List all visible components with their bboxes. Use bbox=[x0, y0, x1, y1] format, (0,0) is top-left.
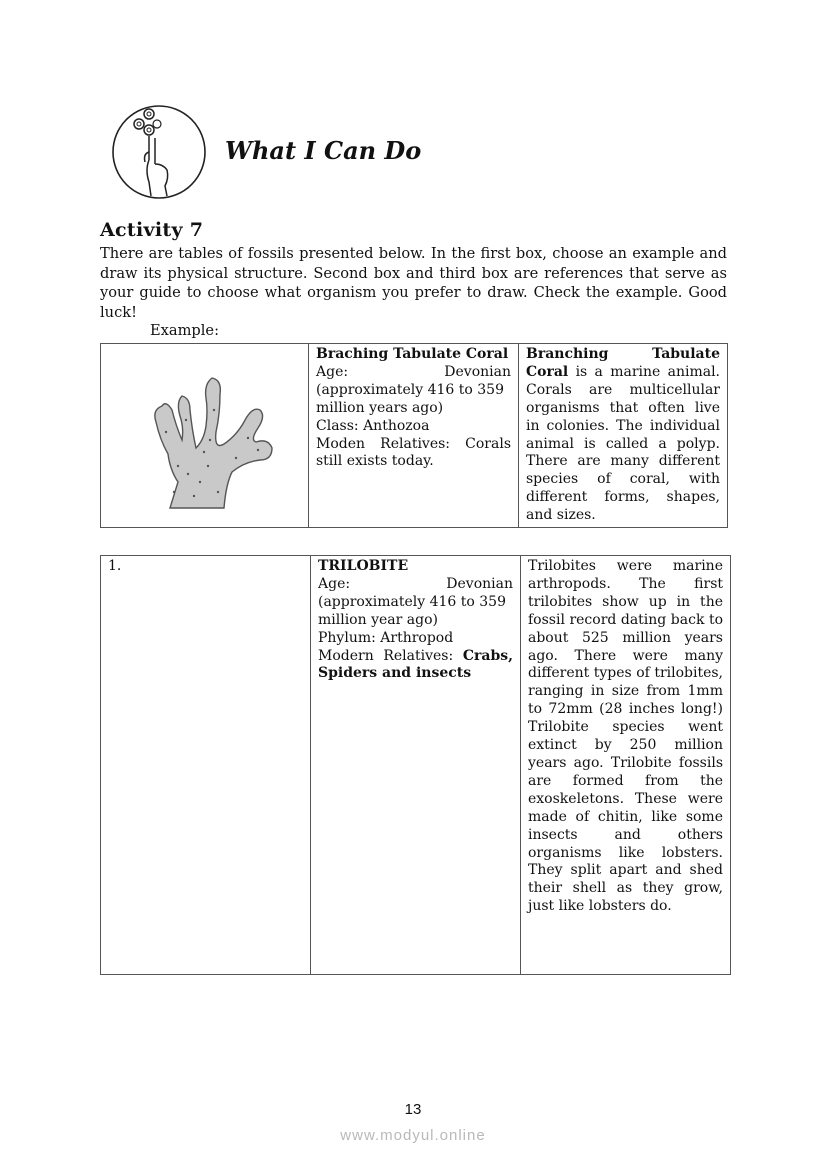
branching-coral-drawing bbox=[148, 370, 278, 510]
age-label: Age: bbox=[318, 575, 351, 592]
desc-bold-2: Tabulate bbox=[652, 346, 720, 362]
page-number: 13 bbox=[404, 1101, 422, 1118]
section-title: What I Can Do bbox=[225, 136, 422, 165]
item-number: 1. bbox=[108, 558, 122, 574]
age-range: (approximately 416 to 359 million year ago) bbox=[318, 593, 506, 628]
fossil-name: Braching Tabulate Coral bbox=[316, 346, 509, 362]
activity-instructions: There are tables of fossils presented below. In the first box, choose an example and draw its physical structure. Second box and third box are references that serve as your guide to choose what organism you prefer to draw. Check the example. Good luck! bbox=[100, 245, 727, 321]
fossil-class: Class: Anthozoa bbox=[316, 417, 430, 434]
example-fossil-table bbox=[100, 343, 728, 528]
table-row bbox=[101, 344, 728, 528]
fossil-name: TRILOBITE bbox=[318, 558, 409, 574]
activity-heading: Activity 7 bbox=[100, 219, 204, 241]
fossil-description: Trilobites were marine arthropods. The first trilobites show up in the fossil record dating back to about 525 million years ago. There were many different types of trilobites, ranging in size from 1mm to 72mm (28 inches long!) Trilobite species went extinct by 250 million years ago. Trilobite fossils are formed from the exoskeletons. These were made of chitin, like some insects and others organisms like lobsters. They split apart and shed their shell as they grow, just like lobsters do. bbox=[528, 558, 723, 915]
relatives-rest: still exists today. bbox=[316, 453, 434, 470]
fossil-phylum: Phylum: Arthropod bbox=[318, 629, 454, 646]
desc-bold-1: Branching bbox=[526, 346, 609, 362]
fossil-description: is a marine animal. Corals are multicellular organisms that often live in colonies. The individual animal is called a polyp. There are many different species of coral, with different forms, shapes, and sizes. bbox=[526, 363, 721, 524]
trilobite-fossil-table bbox=[100, 555, 731, 975]
example-label: Example: bbox=[150, 322, 219, 339]
relatives-label: Modern Relatives: bbox=[318, 647, 454, 664]
age-value: Devonian bbox=[444, 363, 511, 380]
age-value: Devonian bbox=[446, 575, 513, 592]
table-row bbox=[101, 556, 731, 975]
relatives-value: Corals bbox=[465, 435, 511, 452]
age-label: Age: bbox=[316, 363, 349, 380]
drawing-cell bbox=[101, 344, 309, 528]
fossil-info-cell bbox=[311, 556, 521, 975]
desc-bold-3: Coral bbox=[526, 363, 569, 380]
relatives-label: Moden Relatives: bbox=[316, 435, 451, 452]
fossil-info-cell bbox=[309, 344, 519, 528]
drawing-cell[interactable] bbox=[101, 556, 311, 975]
fossil-description-cell bbox=[519, 344, 728, 528]
watermark: www.modyul.online bbox=[340, 1127, 486, 1144]
hand-pointing-gears-icon bbox=[111, 104, 207, 200]
relatives-value: Crabs, Spiders and insects bbox=[318, 647, 513, 682]
age-range: (approximately 416 to 359 million years ago) bbox=[316, 381, 504, 416]
fossil-description-cell bbox=[521, 556, 731, 975]
